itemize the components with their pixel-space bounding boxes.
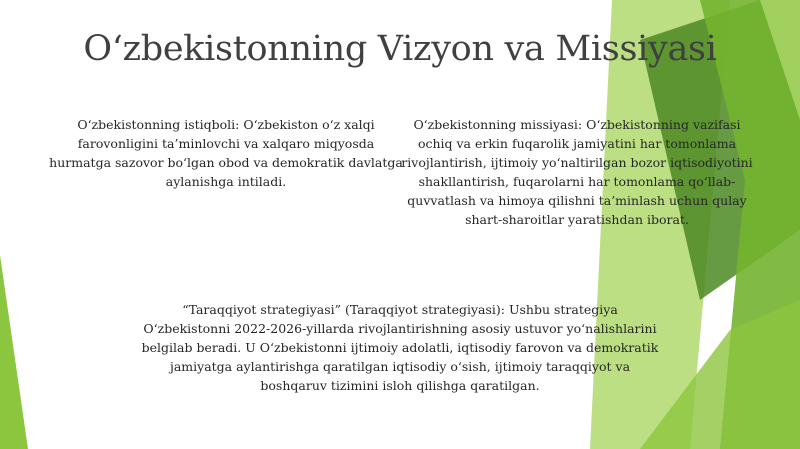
mission-text: O‘zbekistonning missiyasi: O‘zbekistonning vazifasi ochiq va erkin fuqarolik jamiyatini har tomonlama rivojlantirish, ijtimoiy yo‘naltirilgan bozor iqtisodiyotini shakllantirish, fuqarolarni har tomonlama qo‘llab-quvvatlash va himoya qilishni ta’minlash uchun qulay shart-sharoitlar yaratishdan iborat. bbox=[401, 117, 753, 227]
slide-title: O‘zbekistonning Vizyon va Missiyasi bbox=[83, 29, 717, 69]
strategy-text: “Taraqqiyot strategiyasi” (Taraqqiyot strategiyasi): Ushbu strategiya O‘zbekistonni 2022-2026-yillarda rivojlantirishning asosiy ustuvor yo‘nalishlarini belgilab beradi. U O‘zbekistonni ijtimoiy adolatli, iqtisodiy farovon va demokratik jamiyatga aylantirishga qaratilgan iqtisodiy o‘sish, ijtimoiy taraqqiyot va boshqaruv tizimini isloh qilishga qaratilgan. bbox=[141, 302, 659, 393]
vision-text: O‘zbekistonning istiqboli: O‘zbekiston o‘z xalqi farovonligini ta’minlovchi va xalqaro miqyosda hurmatga sazovor bo‘lgan obod va demokratik davlatga aylanishga intiladi. bbox=[49, 117, 403, 189]
left-green-sliver bbox=[0, 255, 28, 449]
